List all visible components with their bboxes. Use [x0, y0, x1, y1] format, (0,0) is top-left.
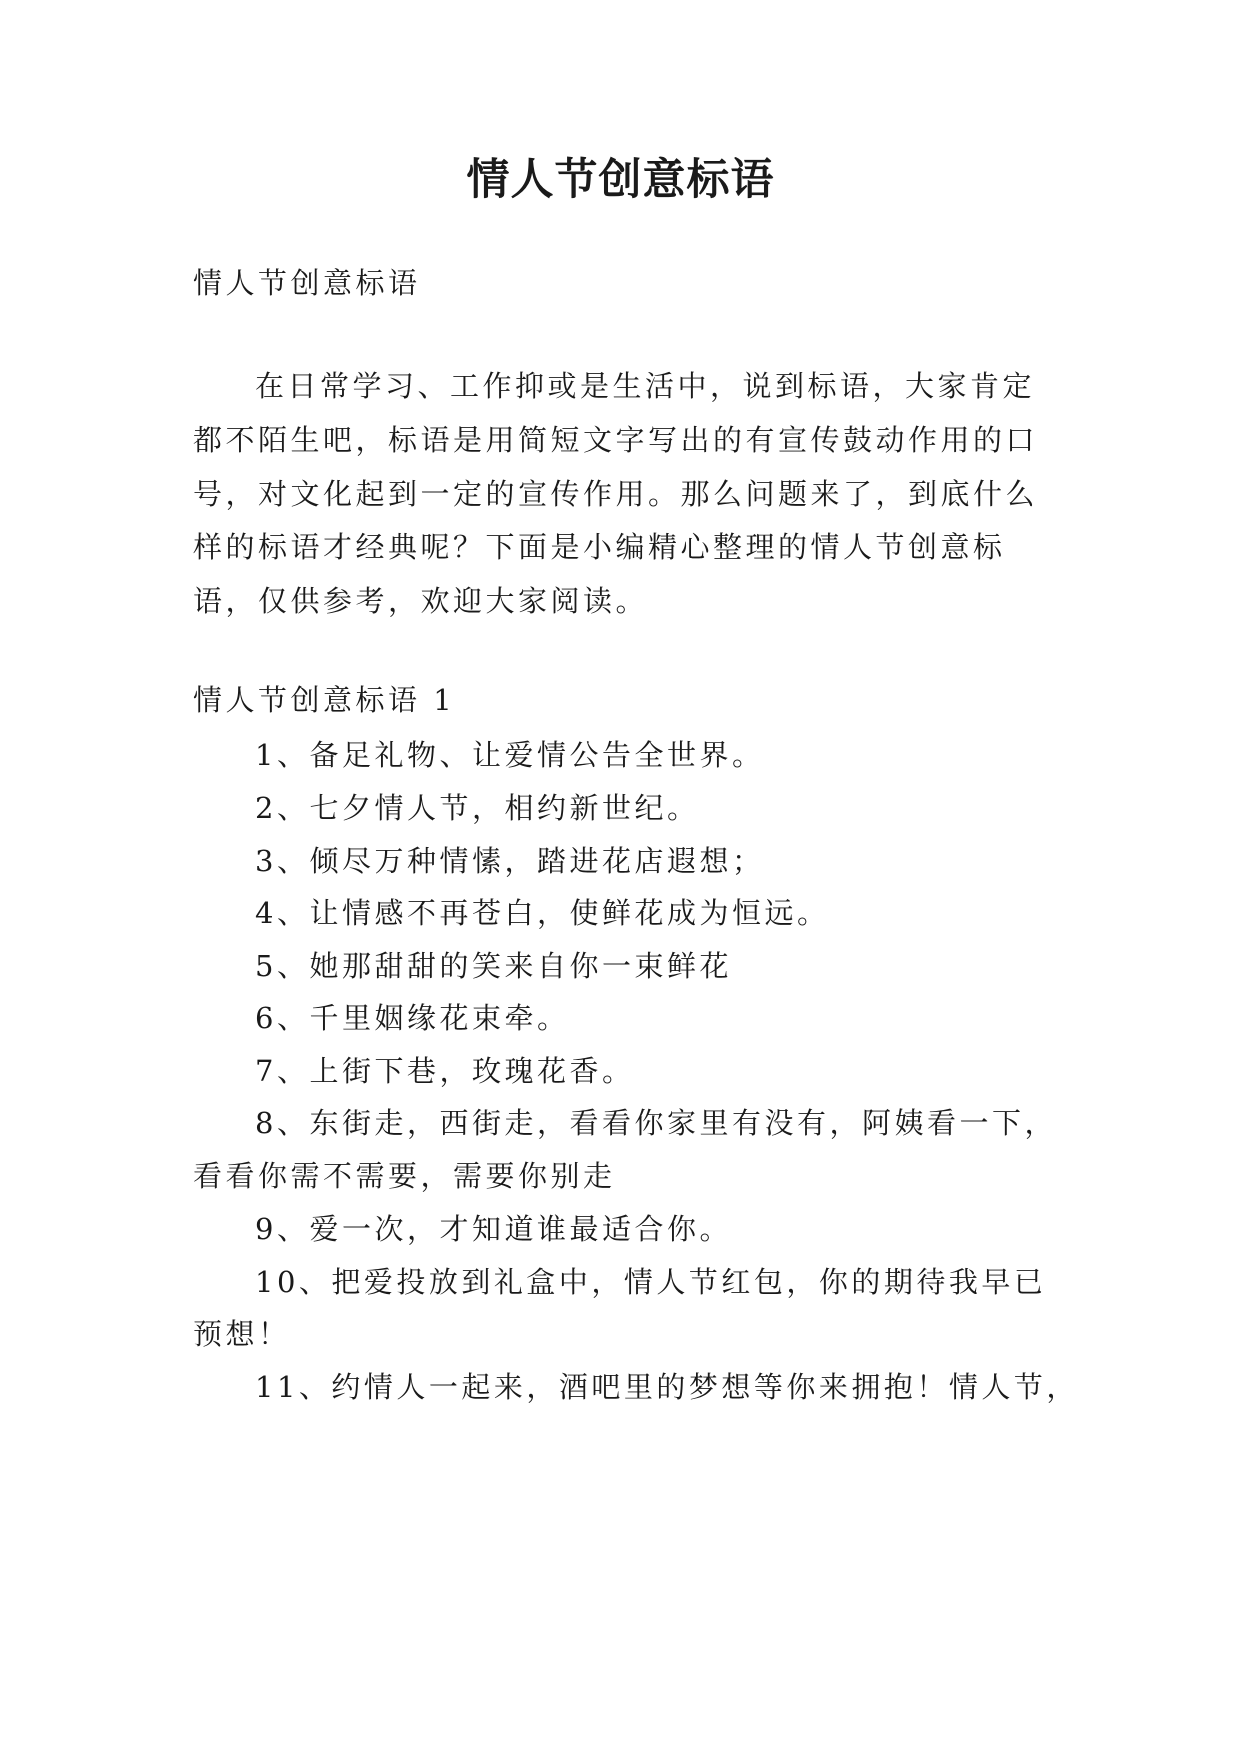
- list-item: 5、她那甜甜的笑来自你一束鲜花: [255, 949, 732, 983]
- list-item: 2、七夕情人节，相约新世纪。: [255, 791, 700, 825]
- intro-line: 都不陌生吧，标语是用简短文字写出的有宣传鼓动作用的口: [193, 423, 1039, 457]
- list-item: 看看你需不需要，需要你别走: [193, 1159, 616, 1193]
- list-item: 9、爱一次，才知道谁最适合你。: [255, 1212, 732, 1246]
- list-item: 10、把爱投放到礼盒中，情人节红包，你的期待我早已: [255, 1265, 1047, 1299]
- document-subtitle: 情人节创意标语: [193, 266, 421, 300]
- list-item: 8、东街走，西街走，看看你家里有没有，阿姨看一下，: [255, 1106, 1057, 1140]
- list-item: 7、上街下巷，玫瑰花香。: [255, 1054, 635, 1088]
- list-item: 11、约情人一起来，酒吧里的梦想等你来拥抱！情人节，: [255, 1370, 1079, 1404]
- list-item: 6、千里姻缘花束牵。: [255, 1001, 570, 1035]
- intro-line: 样的标语才经典呢？下面是小编精心整理的情人节创意标: [193, 530, 1006, 564]
- section-heading: 情人节创意标语 1: [193, 683, 456, 717]
- list-item: 预想！: [193, 1317, 291, 1351]
- intro-line: 号，对文化起到一定的宣传作用。那么问题来了，到底什么: [193, 477, 1039, 511]
- list-item: 1、备足礼物、让爱情公告全世界。: [255, 738, 765, 772]
- list-item: 3、倾尽万种情愫，踏进花店遐想；: [255, 844, 765, 878]
- intro-line: 在日常学习、工作抑或是生活中，说到标语，大家肯定: [255, 369, 1036, 403]
- intro-line: 语，仅供参考，欢迎大家阅读。: [193, 584, 649, 618]
- document-title: 情人节创意标语: [466, 155, 775, 205]
- list-item: 4、让情感不再苍白，使鲜花成为恒远。: [255, 896, 830, 930]
